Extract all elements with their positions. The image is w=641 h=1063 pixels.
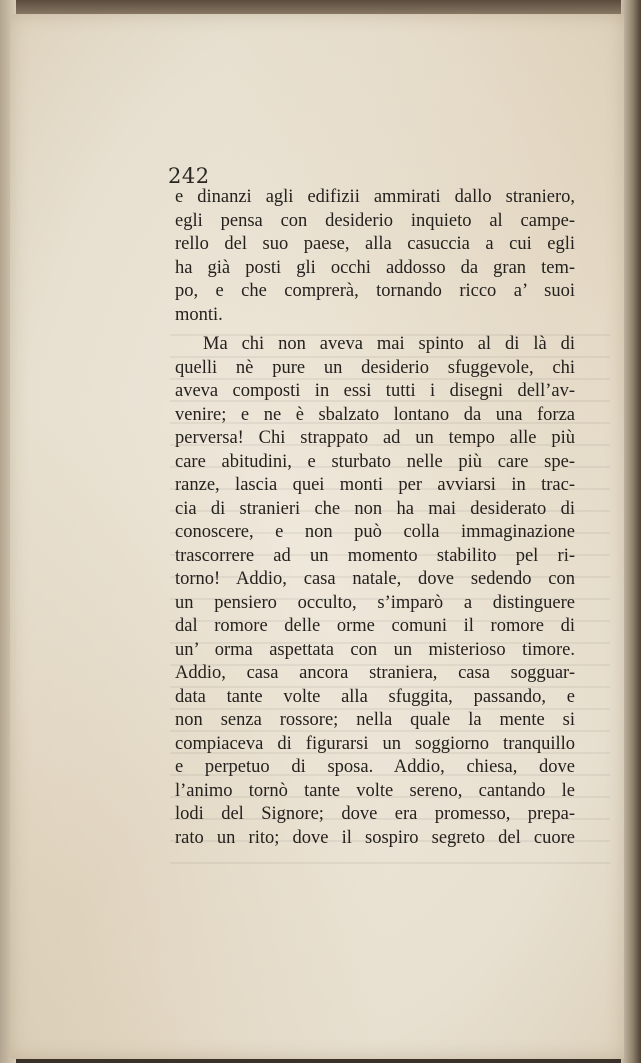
- text-line: egli pensa con desiderio inquieto al campe-: [175, 210, 575, 231]
- text-line: monti.: [175, 304, 223, 325]
- text-line: po, e che comprerà, tornando ricco a’ suoi: [175, 281, 575, 301]
- book-right-edge: [621, 0, 641, 1063]
- text-line: trascorrere ad un momento stabilito pel ri-: [175, 545, 575, 566]
- text-line: ha già posti gli occhi addosso da gran tem-: [175, 257, 575, 278]
- text-line: un’ orma aspettata con un misterioso timore.: [175, 639, 575, 660]
- text-line: cia di stranieri che non ha mai desiderato di: [175, 498, 575, 519]
- text-line: rato un rito; dove il sospiro segreto del cuore: [175, 827, 575, 848]
- page-number: 242: [168, 164, 210, 188]
- text-line: care abitudini, e sturbato nelle più care spe-: [175, 451, 575, 472]
- text-line: data tante volte alla sfuggita, passando, e: [175, 686, 575, 707]
- text-line: e dinanzi agli edifizii ammirati dallo straniero,: [175, 187, 575, 207]
- book-page: [10, 14, 624, 1059]
- text-line: perversa! Chi strappato ad un tempo alle più: [175, 428, 575, 448]
- text-line: compiaceva di figurarsi un soggiorno tranquillo: [175, 733, 575, 754]
- text-line: ranze, lascia quei monti per avviarsi in trac-: [175, 475, 575, 495]
- text-line: l’animo tornò tante volte sereno, cantando le: [175, 780, 575, 801]
- body-text: [175, 186, 575, 850]
- text-line: lodi del Signore; dove era promesso, prepa-: [175, 804, 575, 824]
- text-line: conoscere, e non può colla immaginazione: [175, 522, 575, 542]
- text-line: Addio, casa ancora straniera, casa sogguar-: [175, 663, 575, 683]
- text-line: rello del suo paese, alla casuccia a cui egli: [175, 234, 575, 254]
- text-line: quelli nè pure un desiderio sfuggevole, chi: [175, 357, 575, 378]
- text-line: torno! Addio, casa natale, dove sedendo con: [175, 569, 575, 589]
- text-line: Ma chi non aveva mai spinto al di là di: [203, 334, 575, 354]
- text-line: un pensiero occulto, s’imparò a distinguere: [175, 592, 575, 613]
- text-line: non senza rossore; nella quale la mente si: [175, 710, 575, 730]
- text-line: aveva composti in essi tutti i disegni dell’av-: [175, 381, 575, 401]
- text-line: e perpetuo di sposa. Addio, chiesa, dove: [175, 757, 575, 777]
- text-line: venire; e ne è sbalzato lontano da una forza: [175, 404, 575, 425]
- text-line: dal romore delle orme comuni il romore di: [175, 616, 575, 636]
